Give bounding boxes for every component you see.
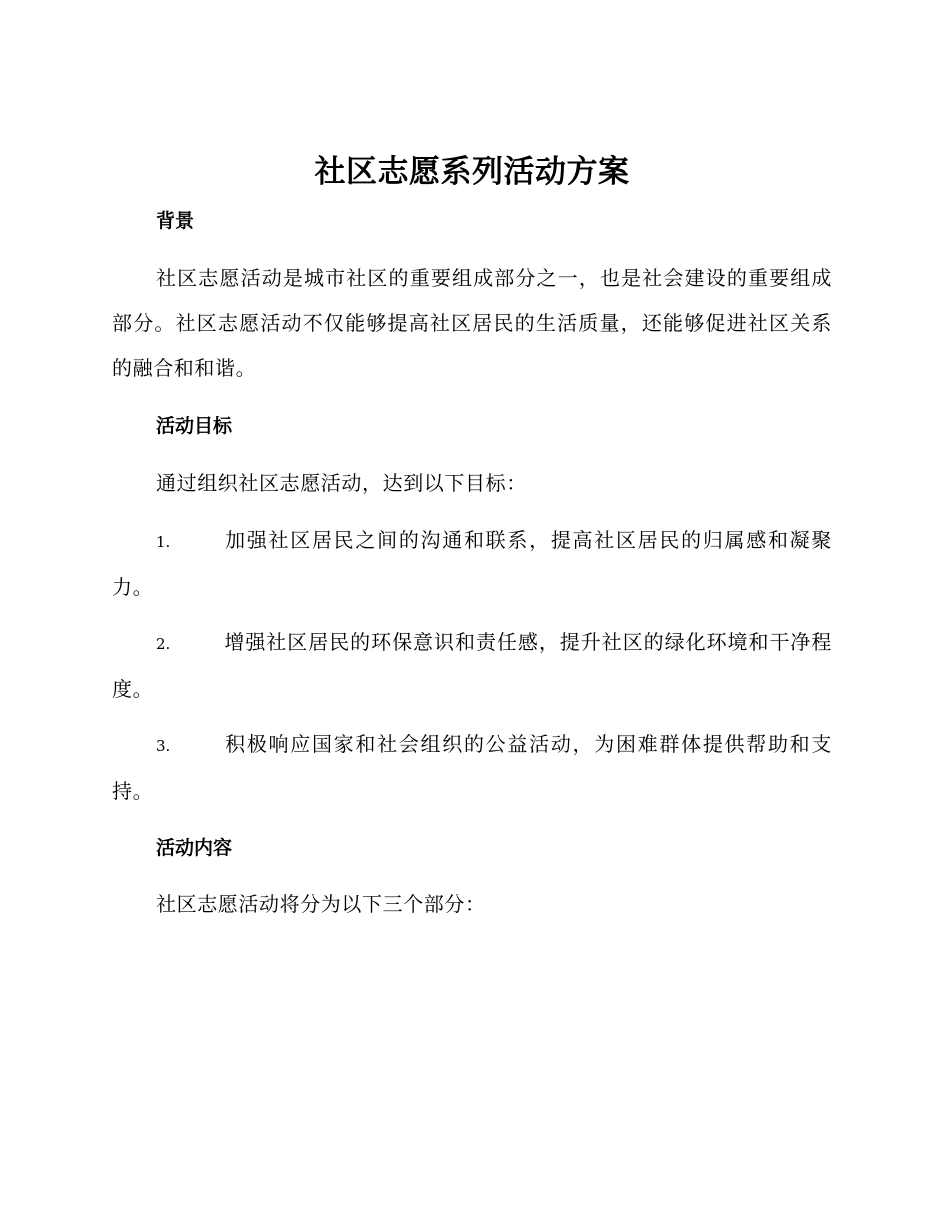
document-title: 社区志愿系列活动方案: [314, 154, 630, 190]
list-item-text: 加强社区居民之间的沟通和联系，提高社区居民的归属感和凝聚力。: [112, 528, 832, 599]
section-heading-background: 背景: [156, 210, 195, 232]
list-item-text: 积极响应国家和社会组织的公益活动，为困难群体提供帮助和支持。: [112, 732, 832, 803]
goals-intro: 通过组织社区志愿活动，达到以下目标：: [156, 471, 527, 495]
goal-list-item: [112, 518, 832, 610]
goal-list-item: [112, 620, 832, 712]
list-item-number: 2.: [156, 635, 171, 653]
list-item-number: 1.: [156, 533, 171, 551]
content-intro: 社区志愿活动将分为以下三个部分：: [156, 892, 486, 916]
section-heading-content: 活动内容: [156, 837, 233, 859]
section-heading-goals: 活动目标: [156, 415, 233, 437]
list-item-text: 增强社区居民的环保意识和责任感，提升社区的绿化环境和干净程度。: [112, 630, 832, 701]
background-paragraph: 社区志愿活动是城市社区的重要组成部分之一，也是社会建设的重要组成部分。社区志愿活动不仅能够提高社区居民的生活质量，还能够促进社区关系的融合和和谐。: [112, 266, 832, 380]
goal-list-item: [112, 722, 832, 814]
list-item-number: 3.: [156, 737, 171, 755]
